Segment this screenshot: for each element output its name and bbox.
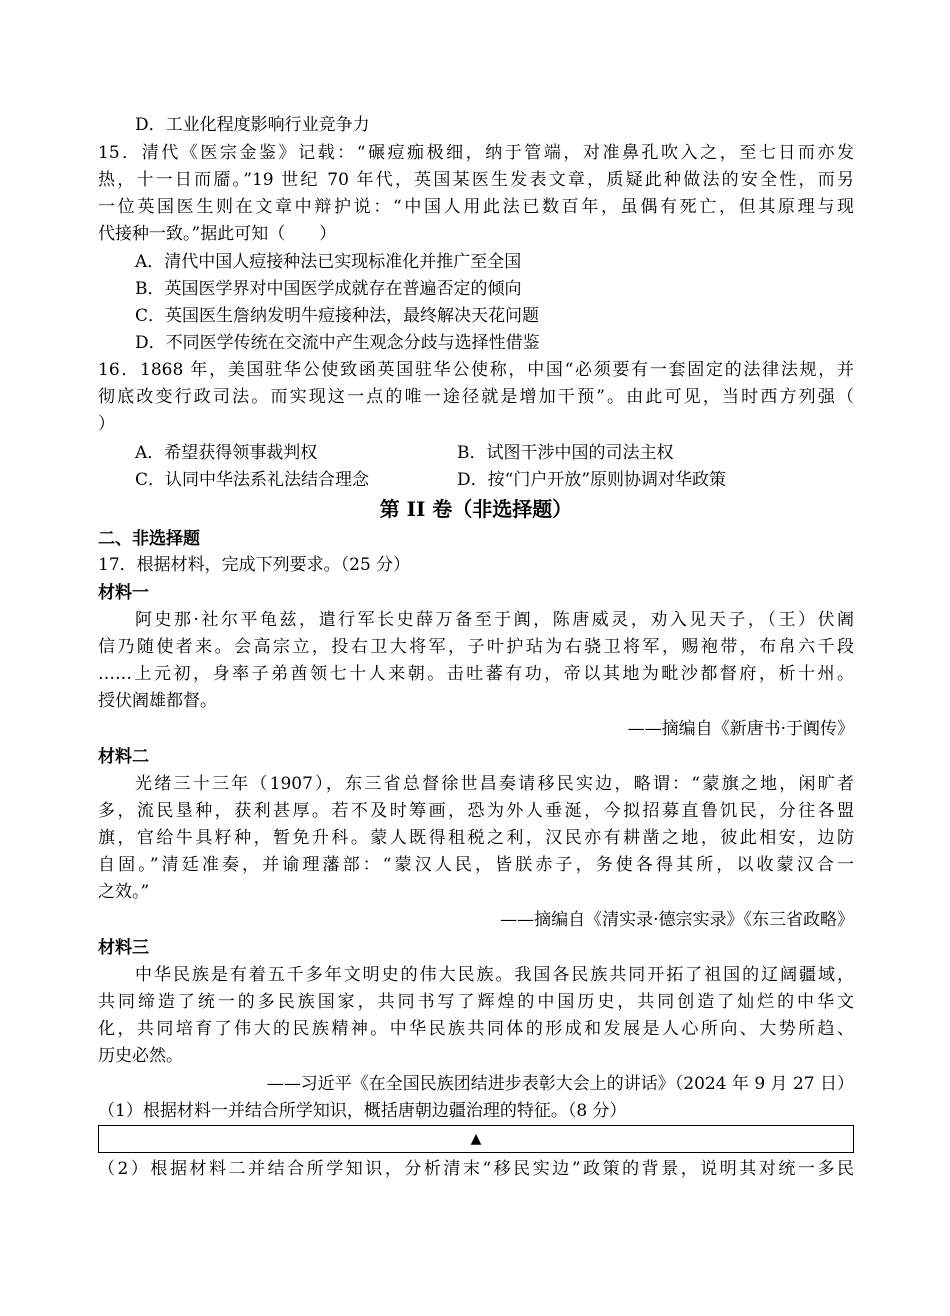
q16-stem-line-2: 彻底改变行政司法。而实现这一点的唯一途径就是增加干预”。由此可见，当时西方列强（ <box>98 387 854 407</box>
material-2-line-2: 多，流民垦种，获利甚厚。若不及时筹画，恐为外人垂涎，今拟招募直鲁饥民，分往各盟 <box>98 801 854 821</box>
q15-option-a: A．清代中国人痘接种法已实现标准化并推广至全国 <box>135 252 522 272</box>
q16-option-c: C．认同中华法系礼法结合理念 <box>135 470 370 490</box>
material-3-line-4: 历史必然。 <box>98 1046 183 1066</box>
q15-option-c: C．英国医生詹纳发明牛痘接种法，最终解决天花问题 <box>135 306 540 326</box>
material-2-line-5: 之效。” <box>98 882 150 902</box>
material-3-source: ——习近平《在全国民族团结进步表彰大会上的讲话》（2024 年 9 月 27 日） <box>266 1074 854 1094</box>
q16-option-d: D．按“门户开放”原则协调对华政策 <box>457 470 727 490</box>
section-heading: 二、非选择题 <box>98 529 200 549</box>
material-3-line-2: 共同缔造了统一的多民族国家，共同书写了辉煌的中国历史，共同创造了灿烂的中华文 <box>98 992 854 1012</box>
q15-option-b: B．英国医学界对中国医学成就存在普遍否定的倾向 <box>135 279 522 299</box>
material-3-label: 材料三 <box>98 938 149 958</box>
sub-question-2: （2）根据材料二并结合所学知识，分析清末“移民实边”政策的背景，说明其对统一多民 <box>98 1159 854 1179</box>
material-1-line-3: ……上元初，身率子弟酋领七十人来朝。击吐蕃有功，帝以其地为毗沙都督府，析十州。 <box>98 664 854 684</box>
section-title: 第 II 卷（非选择题） <box>379 497 573 521</box>
material-2-line-4: 自固。”清廷准奏，并谕理藩部：“蒙汉人民，皆朕赤子，务使各得其所，以收蒙汉合一 <box>98 855 854 875</box>
q15-stem-line-4: 代接种一致。”据此可知（ ） <box>98 224 337 244</box>
q15-stem-line-3: 一位英国医生则在文章中辩护说：“中国人用此法已数百年，虽偶有死亡，但其原理与现 <box>98 197 854 217</box>
q17-stem: 17．根据材料，完成下列要求。（25 分） <box>98 555 411 575</box>
answer-box[interactable] <box>98 1125 854 1153</box>
q16-stem-line-3: ） <box>98 414 115 434</box>
material-1-line-4: 授伏阇雄都督。 <box>98 691 217 711</box>
q15-option-d: D．不同医学传统在交流中产生观念分歧与选择性借鉴 <box>135 333 540 353</box>
material-1-line-1: 阿史那·社尔平龟兹，遣行军长史薛万备至于阗，陈唐威灵，劝入见天子，（王）伏阇 <box>135 610 854 630</box>
material-2-source: ——摘编自《清实录·德宗实录》《东三省政略》 <box>500 910 854 930</box>
material-1-source: ——摘编自《新唐书·于阗传》 <box>627 719 854 739</box>
material-3-line-3: 化，共同培育了伟大的民族精神。中华民族共同体的形成和发展是人心所向、大势所趋、 <box>98 1019 854 1039</box>
q15-stem-line-2: 热，十一日而靥。”19 世纪 70 年代，英国某医生发表文章，质疑此种做法的安全性，而另 <box>98 170 854 190</box>
material-1-label: 材料一 <box>98 583 149 603</box>
material-3-line-1: 中华民族是有着五千多年文明史的伟大民族。我国各民族共同开拓了祖国的辽阔疆域， <box>135 965 854 985</box>
material-2-label: 材料二 <box>98 747 149 767</box>
material-2-line-1: 光绪三十三年（1907），东三省总督徐世昌奏请移民实边，略谓：“蒙旗之地，闲旷者 <box>135 774 854 794</box>
q16-option-b: B．试图干涉中国的司法主权 <box>457 443 674 463</box>
q14-option-d: D．工业化程度影响行业竞争力 <box>135 115 370 135</box>
sub-question-1: （1）根据材料一并结合所学知识，概括唐朝边疆治理的特征。（8 分） <box>98 1101 627 1121</box>
material-2-line-3: 旗，官给牛具籽种，暂免升科。蒙人既得租税之利，汉民亦有耕凿之地，彼此相安，边防 <box>98 828 854 848</box>
answer-marker: ▲ <box>470 1131 482 1147</box>
q15-stem-line-1: 15．清代《医宗金鉴》记载：“碾痘痂极细，纳于管端，对准鼻孔吹入之，至七日而亦发 <box>98 143 854 163</box>
material-1-line-2: 信乃随使者来。会高宗立，投右卫大将军，子叶护玷为右骁卫将军，赐袍带，布帛六千段 <box>98 637 854 657</box>
q16-stem-line-1: 16．1868 年，美国驻华公使致函英国驻华公使称，中国“必须要有一套固定的法律法规，并 <box>98 360 854 380</box>
q16-option-a: A．希望获得领事裁判权 <box>135 443 318 463</box>
